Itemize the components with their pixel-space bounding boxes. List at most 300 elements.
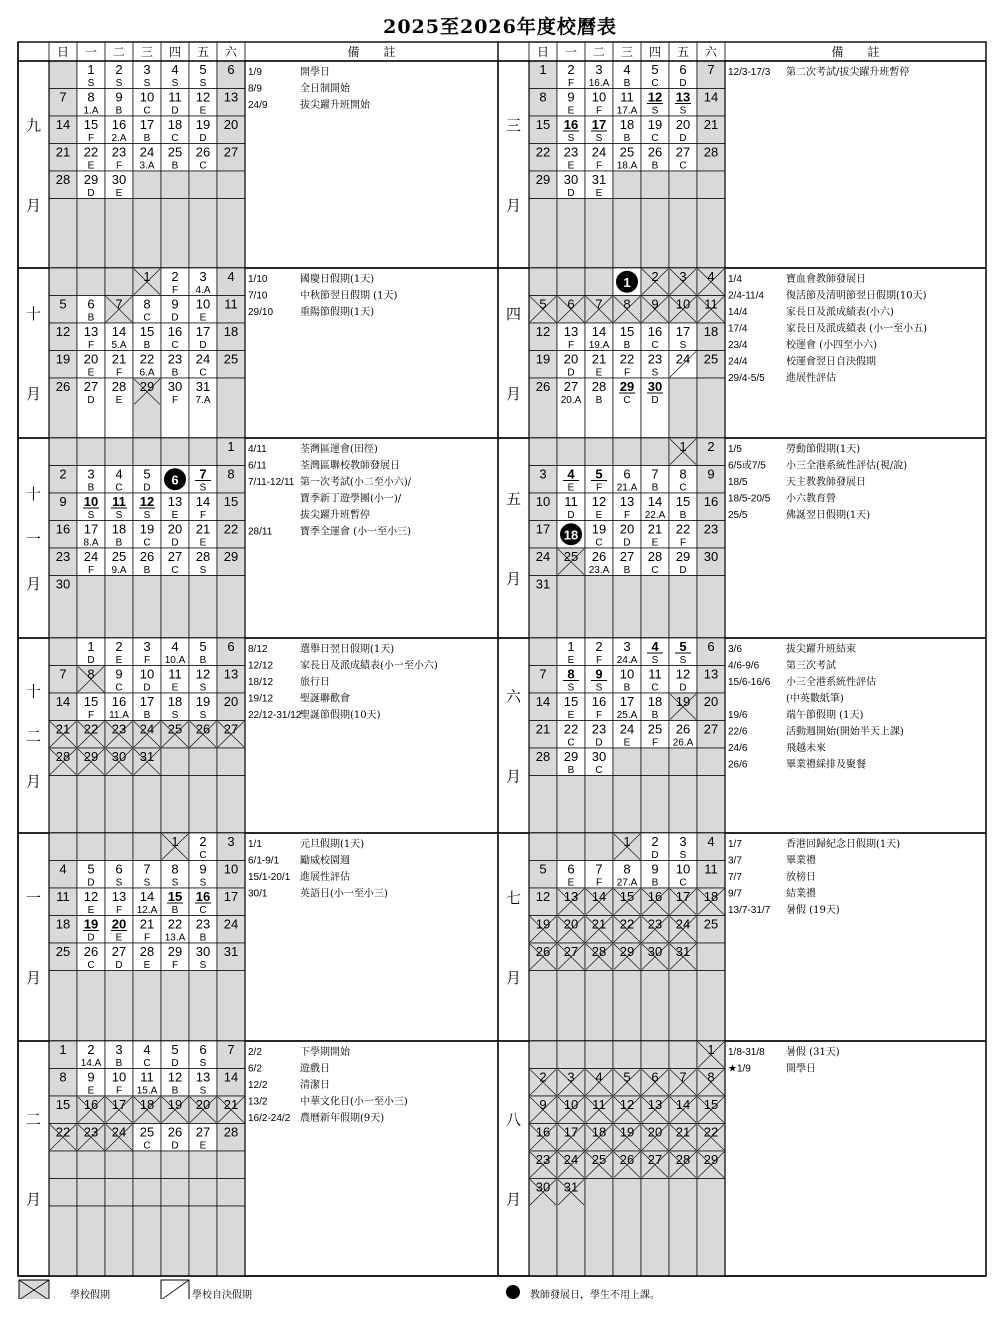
day-number: 27 <box>111 944 127 959</box>
day-number: 5 <box>651 62 659 77</box>
day-number: 26 <box>83 944 99 959</box>
cycle-day: E <box>595 510 603 521</box>
day-number: 20 <box>195 1097 211 1112</box>
day-number: 16 <box>83 1097 99 1112</box>
month-label: 月 <box>505 570 522 588</box>
note-date: 29/10 <box>248 307 274 318</box>
note-date: 13/2 <box>248 1096 268 1108</box>
day-number: 24 <box>111 1124 127 1140</box>
day-number: 27 <box>223 144 239 160</box>
day-cell <box>697 748 725 776</box>
note-text: 飛越未來 <box>786 743 826 754</box>
note-text: 天主教教師發展日 <box>786 477 866 488</box>
day-number: 18 <box>647 694 663 709</box>
day-number: 17 <box>675 889 691 904</box>
weekday-header: 一 <box>564 45 578 59</box>
note-date: 1/4 <box>728 274 742 285</box>
day-number: 10 <box>619 666 635 682</box>
day-cell <box>105 971 133 1042</box>
day-number: 25 <box>139 1124 155 1140</box>
day-cell <box>77 1206 105 1276</box>
cycle-day: C <box>171 133 179 144</box>
day-number: 22 <box>619 351 635 367</box>
day-number: 13 <box>195 1069 211 1085</box>
day-cell <box>49 971 77 1042</box>
weekday-header: 三 <box>620 45 634 59</box>
day-cell <box>161 438 189 466</box>
day-number: 19 <box>195 117 211 132</box>
note-text: 選舉日翌日假期(1天) <box>300 644 395 655</box>
day-cell <box>217 171 245 199</box>
day-number: 22 <box>619 916 635 932</box>
cycle-day: S <box>143 510 151 521</box>
day-number: 25 <box>647 721 663 737</box>
day-number: 1 <box>623 274 631 290</box>
weekday-header: 四 <box>648 45 662 59</box>
day-number: 6 <box>115 861 123 877</box>
note-date: 8/9 <box>248 83 262 95</box>
day-number: 22 <box>55 1124 71 1140</box>
day-number: 19 <box>591 521 607 537</box>
note-text: 校運會 (小四至小六) <box>786 340 877 351</box>
cycle-day: C <box>651 78 659 89</box>
day-number: 31 <box>563 1179 579 1195</box>
day-number: 16 <box>703 494 719 509</box>
day-number: 8 <box>539 89 547 105</box>
legend-dev-day-dot <box>505 1284 521 1304</box>
day-number: 30 <box>647 944 663 959</box>
day-number: 6 <box>623 466 631 482</box>
month-label: 月 <box>505 1190 522 1209</box>
day-number: 25 <box>111 549 127 564</box>
day-number: 14 <box>591 324 607 339</box>
month-label: 八 <box>505 1110 522 1129</box>
cycle-day: E <box>115 395 123 406</box>
day-cell <box>189 438 217 466</box>
cycle-day: E <box>115 188 123 199</box>
day-cell <box>641 171 669 199</box>
day-number: 30 <box>703 549 719 564</box>
month-label: 月 <box>25 969 42 987</box>
cycle-day: S <box>199 960 207 971</box>
day-number: 1 <box>707 1042 715 1057</box>
day-cell <box>529 1041 557 1069</box>
cycle-day: C <box>651 133 659 144</box>
cycle-day: D <box>171 312 179 324</box>
day-number: 13 <box>675 89 691 105</box>
day-cell <box>77 1151 105 1179</box>
note-date: 22/6 <box>728 726 748 738</box>
day-cell <box>189 1206 217 1276</box>
day-cell <box>161 776 189 834</box>
day-number: 11 <box>168 89 182 105</box>
day-number: 14 <box>703 89 719 105</box>
cycle-day: F <box>171 395 179 406</box>
cycle-day: B <box>171 1085 179 1097</box>
cycle-day: S <box>171 78 179 89</box>
note-date: 2/4-11/4 <box>728 290 764 302</box>
day-number: 29 <box>139 379 155 394</box>
cycle-day: S <box>199 710 207 721</box>
day-cell <box>697 576 725 639</box>
day-number: 29 <box>83 749 99 764</box>
day-cell <box>105 199 133 269</box>
cycle-day: E <box>199 1140 207 1152</box>
day-number: 24 <box>139 144 155 160</box>
day-number: 30 <box>55 576 71 592</box>
day-number: 28 <box>703 144 719 160</box>
day-number: 29 <box>535 172 551 187</box>
cycle-day: E <box>651 537 659 549</box>
note-text: 第二次考試/拔尖躍升班暫停 <box>786 67 910 78</box>
day-number: 10 <box>535 494 551 509</box>
cycle-day: E <box>567 105 575 117</box>
day-cell <box>529 638 557 666</box>
day-number: 30 <box>563 172 579 187</box>
cycle-day: S <box>567 133 575 144</box>
day-number: 20 <box>111 916 127 932</box>
note-date: 12/3-17/3 <box>728 67 771 78</box>
day-number: 26 <box>535 944 551 959</box>
day-number: 13 <box>83 324 99 339</box>
day-number: 7 <box>679 1069 687 1085</box>
day-number: 14 <box>55 694 71 709</box>
day-number: 28 <box>223 1124 239 1140</box>
day-number: 23 <box>111 721 127 737</box>
note-date: 19/12 <box>248 693 274 705</box>
cycle-day: F <box>595 655 603 666</box>
day-cell <box>641 748 669 776</box>
cycle-day: D <box>171 1058 179 1069</box>
day-cell <box>529 776 557 834</box>
day-number: 16 <box>647 889 663 904</box>
note-text: 中秋節翌日假期 (1天) <box>300 290 398 302</box>
cycle-day: F <box>595 710 603 721</box>
cycle-day: 24.A <box>616 655 638 666</box>
day-number: 3 <box>87 466 95 482</box>
day-number: 20 <box>675 117 691 132</box>
day-number: 15 <box>563 694 579 709</box>
day-number: 21 <box>535 721 551 737</box>
cycle-day: 6.A <box>139 367 155 379</box>
day-number: 25 <box>591 1152 607 1167</box>
day-number: 7 <box>539 666 547 682</box>
cycle-day: C <box>143 312 151 324</box>
notes-header: 備 註 <box>347 45 396 59</box>
day-number: 20 <box>83 351 99 367</box>
cycle-day: S <box>595 133 603 144</box>
day-number: 4 <box>115 466 123 482</box>
day-number: 10 <box>83 494 99 509</box>
day-number: 21 <box>703 117 719 132</box>
day-number: 22 <box>167 916 183 932</box>
day-cell <box>217 971 245 1042</box>
cycle-day: S <box>199 1085 207 1097</box>
note-date: 6/11 <box>248 460 267 472</box>
note-date: 7/10 <box>248 290 268 302</box>
cycle-day: S <box>679 340 687 351</box>
month-label: 月 <box>505 767 522 786</box>
day-cell <box>189 748 217 776</box>
day-number: 2 <box>59 466 67 482</box>
day-cell <box>585 833 613 861</box>
day-number: 5 <box>539 861 547 877</box>
cycle-day: C <box>623 395 631 406</box>
day-number: 29 <box>675 549 691 564</box>
day-number: 3 <box>595 62 603 77</box>
cycle-day: D <box>87 395 95 406</box>
day-number: 4 <box>143 1042 151 1057</box>
day-number: 5 <box>87 861 95 877</box>
day-number: 4 <box>59 861 67 877</box>
day-number: 25 <box>223 351 239 367</box>
day-number: 20 <box>619 521 635 537</box>
day-number: 29 <box>167 944 183 959</box>
day-number: 4 <box>651 639 659 654</box>
day-number: 13 <box>167 494 183 509</box>
weekday-header: 五 <box>676 45 690 59</box>
day-cell <box>669 1179 697 1277</box>
day-cell <box>613 1179 641 1277</box>
month-label: 四 <box>505 305 522 323</box>
day-number: 14 <box>111 324 127 339</box>
note-date: 15/6-16/6 <box>728 677 771 688</box>
day-cell <box>105 438 133 466</box>
cycle-day: E <box>143 960 151 971</box>
day-number: 21 <box>55 144 71 160</box>
day-number: 22 <box>675 521 691 537</box>
day-cell <box>49 776 77 834</box>
day-cell <box>161 971 189 1042</box>
note-text: 寶季新丁遊學團(小一)/ <box>300 493 402 505</box>
day-number: 15 <box>55 1097 71 1112</box>
note-text: 暑假 (31天) <box>786 1047 840 1058</box>
day-cell <box>613 971 641 1042</box>
note-date: 17/4 <box>728 323 748 335</box>
note-text: 小三全港系統性評估 <box>786 677 876 688</box>
day-cell <box>49 638 77 666</box>
day-number: 14 <box>535 694 551 709</box>
day-number: 23 <box>647 351 663 367</box>
note-date: 24/9 <box>248 100 268 111</box>
day-number: 2 <box>707 439 715 454</box>
day-cell <box>613 776 641 834</box>
cycle-day: F <box>115 160 123 172</box>
day-cell <box>105 576 133 639</box>
day-number: 11 <box>140 1069 154 1085</box>
day-number: 3 <box>143 639 151 654</box>
cycle-day: 7.A <box>195 395 211 406</box>
note-date: 6/2 <box>248 1063 262 1075</box>
day-number: 2 <box>539 1069 547 1085</box>
day-number: 27 <box>223 721 239 737</box>
day-number: 21 <box>111 351 127 367</box>
day-cell <box>669 748 697 776</box>
note-text: 荃灣區運會(田徑) <box>300 444 378 455</box>
day-number: 26 <box>675 721 691 737</box>
day-cell <box>77 199 105 269</box>
day-number: 10 <box>563 1097 579 1112</box>
cycle-day: S <box>651 367 659 379</box>
note-text: 活動週開始(開始半天上課) <box>786 726 904 738</box>
day-number: 28 <box>591 944 607 959</box>
day-number: 1 <box>143 269 151 284</box>
day-cell <box>669 576 697 639</box>
day-number: 31 <box>591 172 607 187</box>
day-number: 31 <box>195 379 211 394</box>
day-number: 15 <box>619 324 635 339</box>
note-text: 家長日及派成績表 (小一至小五) <box>786 323 927 335</box>
day-number: 19 <box>619 1124 635 1140</box>
day-number: 19 <box>83 916 99 932</box>
cycle-day: 21.A <box>616 482 638 494</box>
cycle-day: S <box>595 682 603 694</box>
day-cell <box>641 438 669 466</box>
day-cell <box>669 971 697 1042</box>
note-text: 重陽節假期(1天) <box>300 307 375 318</box>
day-cell <box>613 576 641 639</box>
day-number: 7 <box>651 466 659 482</box>
day-number: 18 <box>619 117 635 132</box>
note-text: 寶季全運會 (小一至小三) <box>300 526 411 538</box>
day-cell <box>77 776 105 834</box>
note-date: 13/7-31/7 <box>728 905 771 916</box>
day-number: 25 <box>619 144 635 160</box>
note-text: 畢業禮 <box>786 855 816 867</box>
day-number: 12 <box>619 1097 635 1112</box>
day-number: 9 <box>87 1069 95 1085</box>
day-number: 23 <box>563 144 579 160</box>
day-number: 17 <box>195 324 211 339</box>
note-text: 遊戲日 <box>300 1063 330 1075</box>
note-date: 1/1 <box>248 839 262 850</box>
cycle-day: E <box>171 510 179 521</box>
cycle-day: D <box>567 188 575 199</box>
note-date: 3/7 <box>728 855 742 867</box>
day-number: 14 <box>195 494 211 509</box>
cycle-day: F <box>115 367 123 379</box>
cycle-day: B <box>143 133 151 144</box>
note-date: 9/7 <box>728 888 742 900</box>
day-number: 11 <box>704 296 718 312</box>
day-number: 10 <box>195 296 211 312</box>
day-number: 10 <box>675 861 691 877</box>
note-text: 小三全港系統性評估(視/說) <box>786 460 908 472</box>
notes-header: 備 註 <box>831 45 880 59</box>
day-cell <box>189 576 217 639</box>
day-cell <box>161 1151 189 1179</box>
cycle-day: S <box>143 78 151 89</box>
cycle-day: S <box>115 78 123 89</box>
cycle-day: C <box>199 905 207 916</box>
day-number: 4 <box>595 1069 603 1085</box>
day-number: 15 <box>167 889 183 904</box>
month-label: 二 <box>25 1110 42 1129</box>
cycle-day: C <box>199 850 207 861</box>
day-number: 26 <box>195 721 211 737</box>
day-number: 19 <box>55 351 71 367</box>
day-number: 7 <box>199 466 207 482</box>
cycle-day: C <box>651 682 659 694</box>
weekday-header: 日 <box>56 45 70 59</box>
note-text: 寶血會教師發展日 <box>786 274 866 285</box>
note-text: 拔尖躍升班結束 <box>786 644 856 655</box>
day-number: 23 <box>591 721 607 737</box>
day-cell <box>133 199 161 269</box>
day-cell <box>669 1041 697 1069</box>
day-number: 4 <box>171 639 179 654</box>
cycle-day: 4.A <box>195 285 211 296</box>
day-number: 3 <box>143 62 151 77</box>
cycle-day: 14.A <box>80 1058 102 1069</box>
day-number: 31 <box>139 749 155 764</box>
day-cell <box>77 971 105 1042</box>
note-date: 12/2 <box>248 1080 268 1091</box>
day-number: 3 <box>623 639 631 654</box>
day-number: 14 <box>139 889 155 904</box>
cycle-day: F <box>595 482 603 494</box>
weekday-header: 六 <box>704 45 718 59</box>
month-label: 一 <box>25 889 42 907</box>
cycle-day: E <box>171 682 179 694</box>
day-cell <box>133 1206 161 1276</box>
day-number: 24 <box>83 549 99 564</box>
note-date: 1/8-31/8 <box>728 1047 765 1058</box>
day-cell <box>217 748 245 776</box>
day-number: 17 <box>675 324 691 339</box>
day-cell <box>697 943 725 971</box>
cycle-day: S <box>87 510 95 521</box>
day-number: 5 <box>679 639 687 654</box>
day-number: 2 <box>567 62 575 77</box>
day-number: 2 <box>651 834 659 849</box>
note-date: 4/11 <box>248 444 267 455</box>
day-number: 4 <box>567 466 575 482</box>
day-number: 1 <box>87 639 95 654</box>
cycle-day: B <box>171 905 179 916</box>
day-cell <box>585 1041 613 1069</box>
day-cell <box>217 1151 245 1179</box>
cycle-day: B <box>171 160 179 172</box>
cycle-day: D <box>679 133 687 144</box>
day-number: 4 <box>171 62 179 77</box>
day-number: 15 <box>83 694 99 709</box>
day-number: 25 <box>703 351 719 367</box>
note-text: 暑假 (19天) <box>786 905 840 916</box>
note-date: 6/1-9/1 <box>248 855 280 867</box>
note-date: 22/12-31/12 <box>248 710 302 721</box>
note-text: 勞動節假期(1天) <box>786 444 861 455</box>
day-number: 7 <box>595 296 603 312</box>
day-cell <box>529 833 557 861</box>
month-label: 月 <box>505 969 522 987</box>
weekday-header: 五 <box>196 45 210 59</box>
month-label: 月 <box>25 196 42 215</box>
day-number: 4 <box>227 269 235 284</box>
day-number: 8 <box>623 296 631 312</box>
month-label: 月 <box>505 385 522 403</box>
day-cell <box>585 576 613 639</box>
day-number: 21 <box>647 521 663 537</box>
day-cell <box>105 776 133 834</box>
cycle-day: F <box>595 105 603 117</box>
cycle-day: B <box>679 510 687 521</box>
day-cell <box>217 1179 245 1207</box>
day-number: 5 <box>143 466 151 482</box>
day-number: 6 <box>679 62 687 77</box>
day-number: 25 <box>55 944 71 959</box>
cycle-day: D <box>679 565 687 576</box>
